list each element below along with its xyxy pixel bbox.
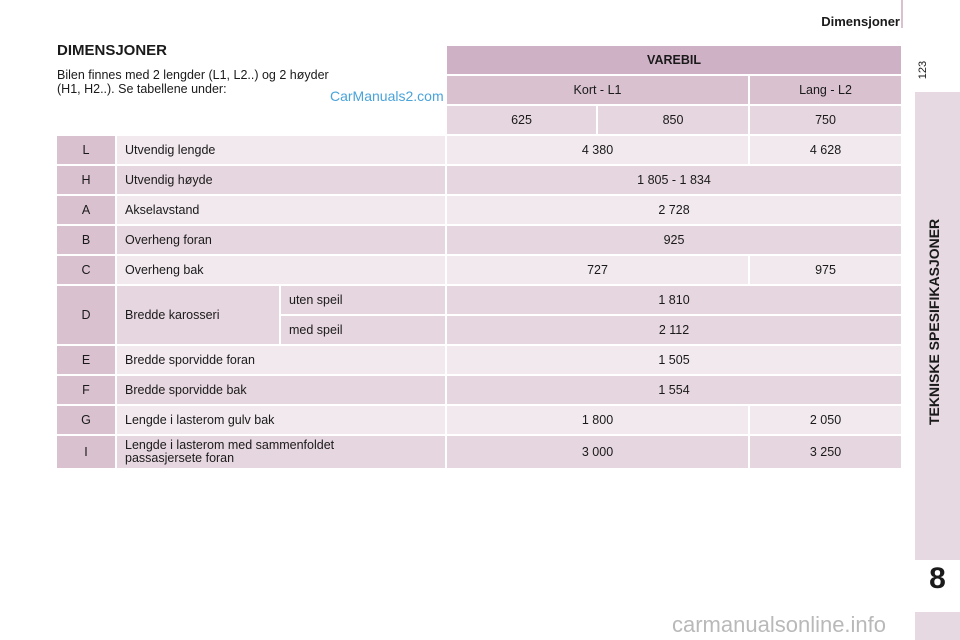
row-label-line: Lengde i lasterom med sammenfoldet bbox=[125, 438, 335, 452]
row-code: F bbox=[57, 376, 115, 404]
doc-title: DIMENSJONER bbox=[57, 42, 168, 59]
row-sublabel: uten speil bbox=[281, 286, 445, 314]
row-label: Akselavstand bbox=[117, 196, 445, 224]
row-value: 727 bbox=[447, 256, 748, 284]
row-code: D bbox=[57, 286, 115, 344]
row-value: 4 628 bbox=[750, 136, 901, 164]
row-label: Lengde i lasterom gulv bak bbox=[117, 406, 445, 434]
row-value: 1 810 bbox=[447, 286, 901, 314]
row-label: Overheng foran bbox=[117, 226, 445, 254]
variant-header: 625 bbox=[447, 106, 596, 134]
row-code: C bbox=[57, 256, 115, 284]
row-code: I bbox=[57, 436, 115, 468]
row-value: 3 000 bbox=[447, 436, 748, 468]
row-label-line: passasjersete foran bbox=[125, 451, 235, 465]
header-rule bbox=[901, 0, 903, 28]
page-number: 123 bbox=[917, 60, 929, 80]
row-label: Bredde sporvidde foran bbox=[117, 346, 445, 374]
length-header-long: Lang - L2 bbox=[750, 76, 901, 104]
row-label: Bredde sporvidde bak bbox=[117, 376, 445, 404]
row-label: Overheng bak bbox=[117, 256, 445, 284]
row-value: 4 380 bbox=[447, 136, 748, 164]
group-header: VAREBIL bbox=[447, 46, 901, 74]
row-value: 2 050 bbox=[750, 406, 901, 434]
row-value: 3 250 bbox=[750, 436, 901, 468]
row-label bbox=[117, 436, 445, 468]
row-label: Bredde karosseri bbox=[117, 286, 279, 344]
row-code: E bbox=[57, 346, 115, 374]
page-header-title: Dimensjoner bbox=[821, 14, 900, 29]
row-code: G bbox=[57, 406, 115, 434]
row-sublabel: med speil bbox=[281, 316, 445, 344]
watermark-link[interactable]: CarManuals2.com bbox=[330, 88, 444, 104]
row-code: L bbox=[57, 136, 115, 164]
chapter-number: 8 bbox=[929, 562, 946, 595]
footer-watermark: carmanualsonline.info bbox=[672, 612, 887, 637]
row-value: 1 800 bbox=[447, 406, 748, 434]
row-label: Utvendig høyde bbox=[117, 166, 445, 194]
row-value: 1 505 bbox=[447, 346, 901, 374]
row-code: A bbox=[57, 196, 115, 224]
intro-line: Bilen finnes med 2 lengder (L1, L2..) og 2 høyder bbox=[57, 68, 329, 82]
row-value: 1 805 - 1 834 bbox=[447, 166, 901, 194]
row-value: 2 112 bbox=[447, 316, 901, 344]
row-value: 975 bbox=[750, 256, 901, 284]
row-value: 2 728 bbox=[447, 196, 901, 224]
row-code: B bbox=[57, 226, 115, 254]
variant-header: 750 bbox=[750, 106, 901, 134]
row-label: Utvendig lengde bbox=[117, 136, 445, 164]
row-code: H bbox=[57, 166, 115, 194]
variant-header: 850 bbox=[598, 106, 748, 134]
chapter-side-label bbox=[926, 395, 942, 425]
row-value: 1 554 bbox=[447, 376, 901, 404]
intro-line: (H1, H2..). Se tabellene under: bbox=[57, 82, 227, 96]
length-header-short: Kort - L1 bbox=[447, 76, 748, 104]
row-value: 925 bbox=[447, 226, 901, 254]
